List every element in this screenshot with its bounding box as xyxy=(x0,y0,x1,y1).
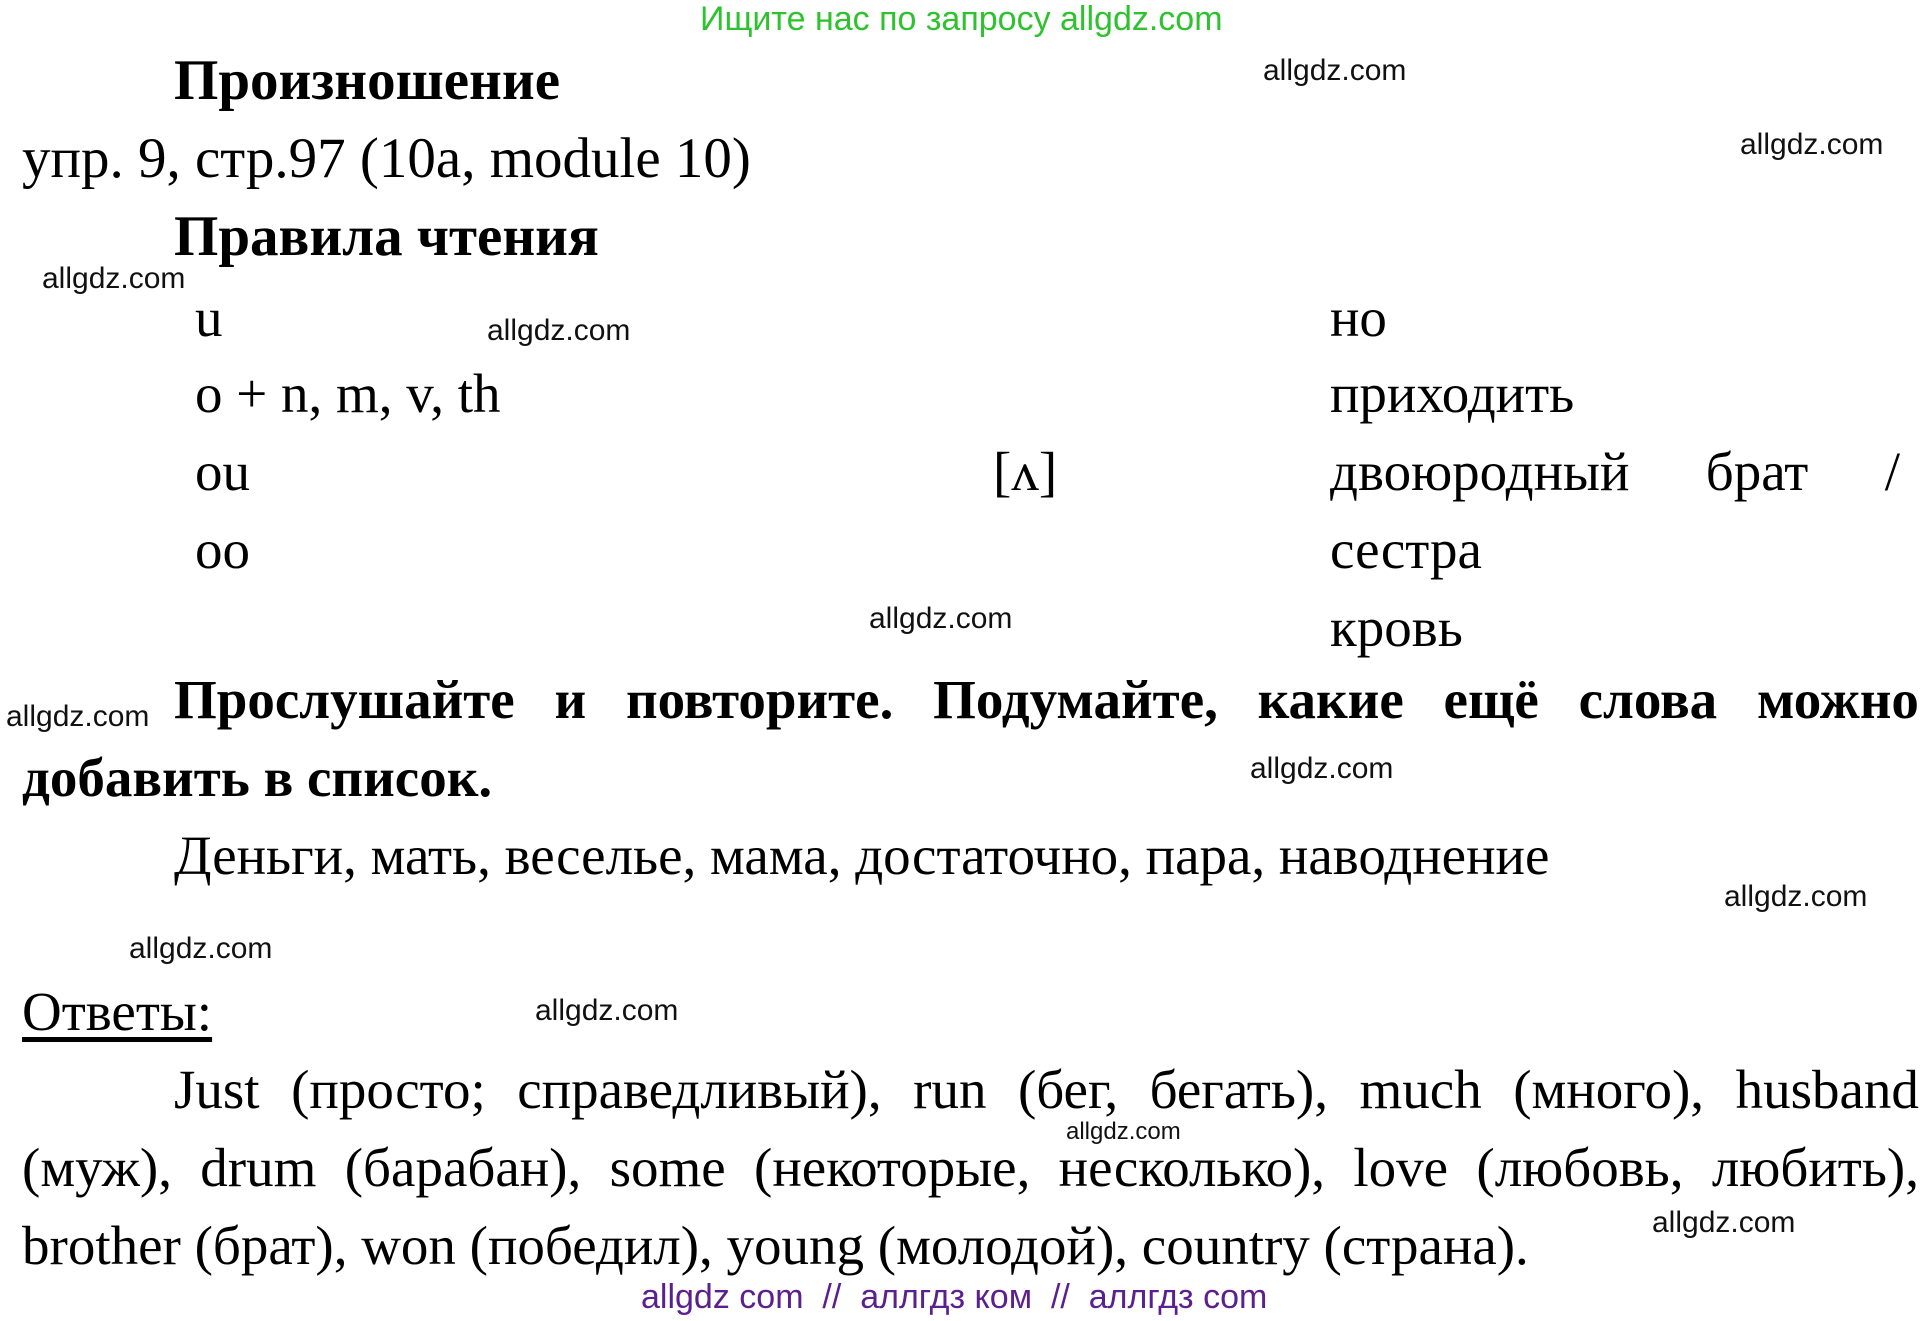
rule-translation-line xyxy=(1330,440,1900,503)
phonetic-sound: [ʌ] xyxy=(993,441,1058,502)
instruction-word: Прослушайте xyxy=(174,669,515,730)
answer-word: run xyxy=(913,1059,987,1120)
watermark: allgdz.com xyxy=(129,932,273,965)
rule-translation: приходить xyxy=(1330,363,1575,424)
answer-word: husband xyxy=(1735,1059,1919,1120)
watermark: allgdz.com xyxy=(1263,54,1407,87)
rules-title: Правила чтения xyxy=(174,205,599,268)
rule-letter: o + n, m, v, th xyxy=(195,363,501,424)
answer-word: some xyxy=(609,1137,726,1198)
answer-word: much xyxy=(1359,1059,1482,1120)
watermark: allgdz.com xyxy=(869,602,1013,635)
section-title: Произношение xyxy=(174,49,561,112)
answer-word: несколько), xyxy=(1058,1137,1326,1198)
exercise-reference: упр. 9, стр.97 (10a, module 10) xyxy=(22,127,751,190)
watermark: allgdz.com xyxy=(42,262,186,295)
rule-letter: ou xyxy=(195,441,250,502)
watermark: allgdz.com xyxy=(535,994,679,1027)
watermark: allgdz.com xyxy=(1250,752,1394,785)
answers-line: brother (брат), won (победил), young (молодой), country (страна). xyxy=(22,1215,1529,1276)
answer-word: Just xyxy=(174,1059,260,1120)
answer-word: (любовь, xyxy=(1476,1137,1684,1198)
instruction-line xyxy=(174,668,1919,731)
watermark: allgdz.com xyxy=(1652,1206,1796,1239)
watermark: allgdz.com xyxy=(6,700,150,733)
answer-word: справедливый), xyxy=(517,1059,882,1120)
instruction-word: ещё xyxy=(1443,669,1539,730)
answer-word: (просто; xyxy=(291,1059,486,1120)
instruction-word: можно xyxy=(1756,669,1919,730)
answer-word: drum xyxy=(200,1137,317,1198)
rule-translation: двоюродный xyxy=(1330,441,1630,502)
watermark: allgdz.com xyxy=(1066,1118,1181,1145)
answer-word: (муж), xyxy=(22,1137,172,1198)
rule-translation: но xyxy=(1330,287,1387,348)
rule-translation: брат xyxy=(1705,441,1809,502)
answers-title: Ответы: xyxy=(22,981,213,1042)
watermark: allgdz.com xyxy=(487,314,631,347)
instruction-word: слова xyxy=(1578,669,1718,730)
rule-letter: oo xyxy=(195,519,250,580)
instruction-word: и xyxy=(554,669,587,730)
top-banner: Ищите нас по запросу allgdz.com xyxy=(700,0,1223,38)
watermark: allgdz.com xyxy=(1724,880,1868,913)
watermark: allgdz.com xyxy=(1740,128,1884,161)
footer-watermark: allgdz com // аллгдз ком // аллгдз com xyxy=(641,1278,1268,1316)
answer-word: (некоторые, xyxy=(754,1137,1031,1198)
answers-line xyxy=(174,1058,1919,1121)
rule-translation: кровь xyxy=(1330,597,1463,658)
words-list: Деньги, мать, веселье, мама, достаточно, пара, наводнение xyxy=(174,825,1550,886)
answer-word: (бег, xyxy=(1017,1059,1119,1120)
rule-translation: сестра xyxy=(1330,519,1482,580)
instruction-word: повторите. xyxy=(625,669,894,730)
answer-word: love xyxy=(1353,1137,1449,1198)
answer-word: (барабан), xyxy=(344,1137,582,1198)
rule-letter: u xyxy=(195,287,223,348)
instruction-line: добавить в список. xyxy=(22,747,493,808)
answers-line xyxy=(22,1136,1919,1199)
answer-word: бегать), xyxy=(1149,1059,1328,1120)
instruction-word: Подумайте, xyxy=(933,669,1218,730)
rule-translation: / xyxy=(1884,441,1900,502)
instruction-word: какие xyxy=(1257,669,1404,730)
answer-word: любить), xyxy=(1711,1137,1919,1198)
answer-word: (много), xyxy=(1513,1059,1705,1120)
